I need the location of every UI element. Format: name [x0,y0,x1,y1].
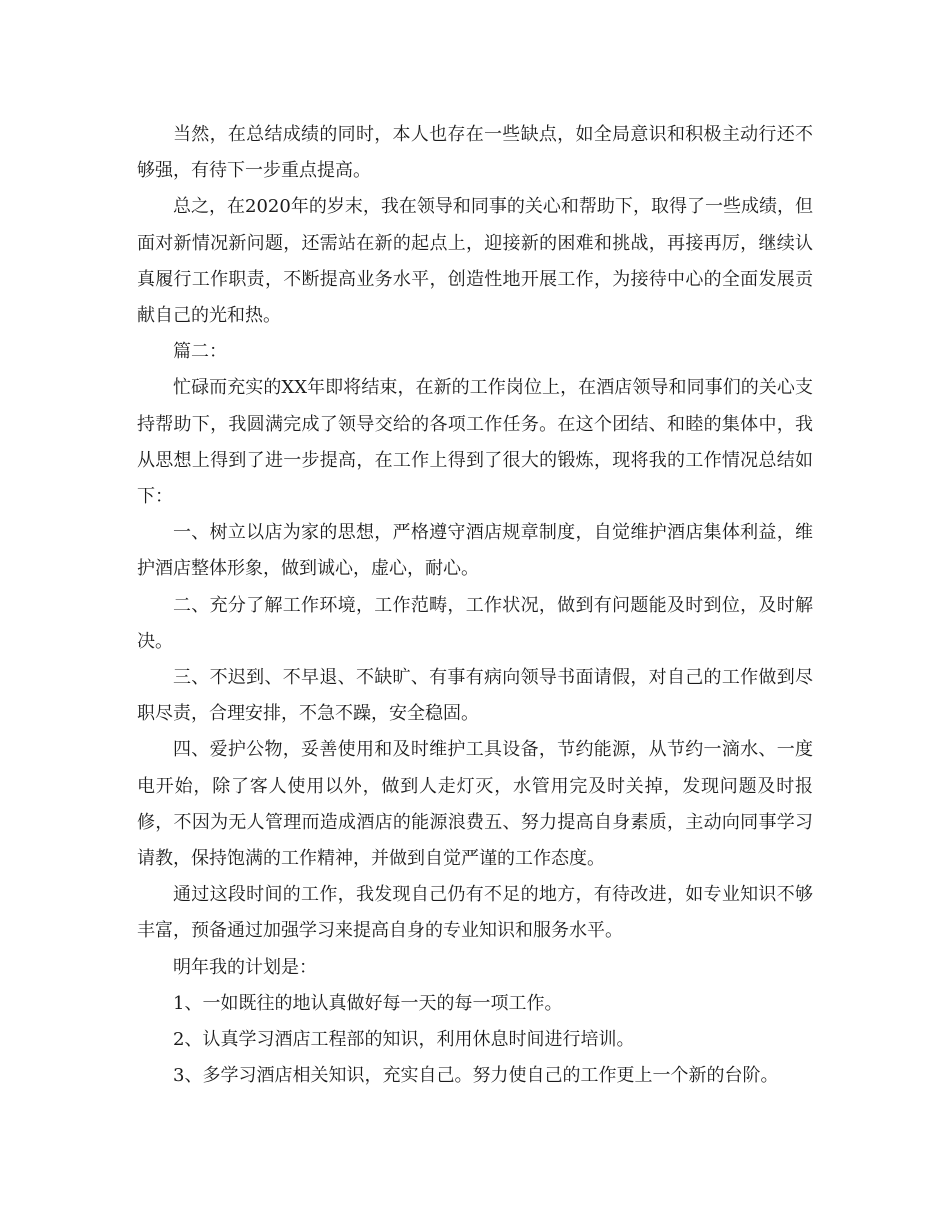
paragraph-conclusion: 总之，在2020年的岁末，我在领导和同事的关心和帮助下，取得了一些成绩，但面对新情况新问题，还需站在新的起点上，迎接新的困难和挑战，再接再厉，继续认真履行工作职责，不断提高业务水平，创造性地开展工作，为接待中心的全面发展贡献自己的光和热。 [137,196,813,327]
paragraph-shortcomings: 当然，在总结成绩的同时，本人也存在一些缺点，如全局意识和积极主动行还不够强，有待下一步重点提高。 [137,124,813,182]
plan-item-3: 3、多学习酒店相关知识，充实自己。努力使自己的工作更上一个新的台阶。 [173,1065,779,1087]
plan-item-1: 1、一如既往的地认真做好每一天的每一项工作。 [173,992,563,1014]
plan-heading: 明年我的计划是： [173,956,317,978]
list-item-4: 四、爱护公物，妥善使用和及时维护工具设备，节约能源，从节约一滴水、一度电开始，除了客人使用以外，做到人走灯灭，水管用完及时关掉，发现问题及时报修，不因为无人管理而造成酒店的能源浪费五、努力提高自身素质，主动向同事学习请教，保持饱满的工作精神，并做到自觉严谨的工作态度。 [137,739,813,870]
document-page [137,117,813,1094]
plan-item-2: 2、认真学习酒店工程部的知识，利用休息时间进行培训。 [173,1029,635,1051]
list-item-1: 一、树立以店为家的思想，严格遵守酒店规章制度，自觉维护酒店集体利益，维护酒店整体形象，做到诚心，虚心，耐心。 [137,522,813,580]
list-item-2: 二、充分了解工作环境，工作范畴，工作状况，做到有问题能及时到位，及时解决。 [137,594,813,652]
list-item-3: 三、不迟到、不早退、不缺旷、有事有病向领导书面请假，对自己的工作做到尽职尽责，合理安排，不急不躁，安全稳固。 [137,667,813,725]
section-heading: 篇二： [173,341,227,363]
paragraph-improvement: 通过这段时间的工作，我发现自己仍有不足的地方，有待改进，如专业知识不够丰富，预备通过加强学习来提高自身的专业知识和服务水平。 [137,884,813,942]
paragraph-intro: 忙碌而充实的XX年即将结束，在新的工作岗位上，在酒店领导和同事们的关心支持帮助下，我圆满完成了领导交给的各项工作任务。在这个团结、和睦的集体中，我从思想上得到了进一步提高，在工作上得到了很大的锻炼，现将我的工作情况总结如下： [137,377,813,508]
